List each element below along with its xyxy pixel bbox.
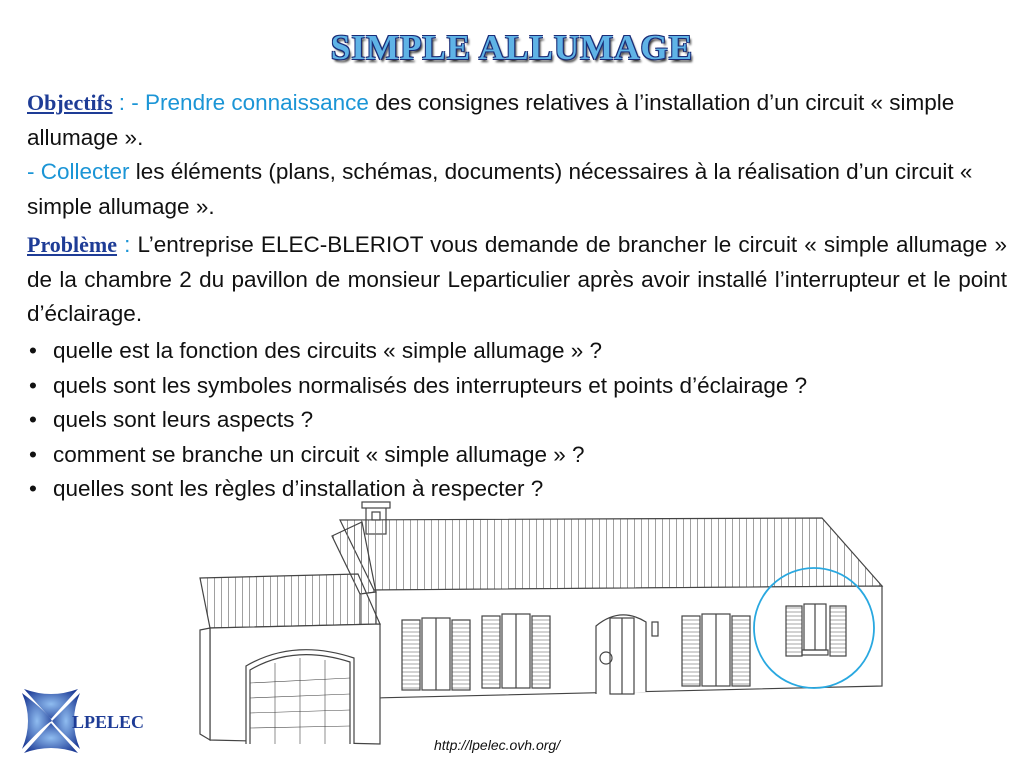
probleme-section xyxy=(27,228,1007,332)
house-drawing xyxy=(190,498,890,748)
question-item: • quels sont leurs aspects ? xyxy=(27,403,807,438)
question-item: • quelles sont les règles d’installation à respecter ? xyxy=(27,472,807,507)
objectif-1-text: des consignes relatives à l’installation d’un circuit « simple allumage ». xyxy=(27,90,955,150)
objectifs-label: Objectifs xyxy=(27,90,113,115)
objectifs-colon: : xyxy=(112,90,132,115)
probleme-label: Problème xyxy=(27,232,118,257)
page-title: SIMPLE ALLUMAGE xyxy=(330,28,694,67)
probleme-text: L’entreprise ELEC-BLERIOT vous demande de brancher le circuit « simple allumage » de la chambre 2 du pavillon de monsieur Leparticulier après avoir installé l’interrupteur et le point d’éclairage. xyxy=(27,232,1007,326)
objectifs-section xyxy=(27,86,1007,224)
question-item: • quels sont les symboles normalisés des interrupteurs et points d’éclairage ? xyxy=(27,369,807,404)
footer-url[interactable]: http://lpelec.ovh.org/ xyxy=(434,737,561,753)
questions-list xyxy=(27,334,807,507)
probleme-colon: : xyxy=(117,232,138,257)
question-item: • quelle est la fonction des circuits « simple allumage » ? xyxy=(27,334,807,369)
lpelec-logo xyxy=(14,683,144,761)
objectif-2-highlight: - Collecter xyxy=(27,159,130,184)
objectif-1-highlight: - Prendre connaissance xyxy=(131,90,369,115)
question-item: • comment se branche un circuit « simple allumage » ? xyxy=(27,438,807,473)
logo-text: LPELEC xyxy=(72,712,144,732)
objectif-2-text: les éléments (plans, schémas, documents) nécessaires à la réalisation d’un circuit « simple allumage ». xyxy=(27,159,973,219)
